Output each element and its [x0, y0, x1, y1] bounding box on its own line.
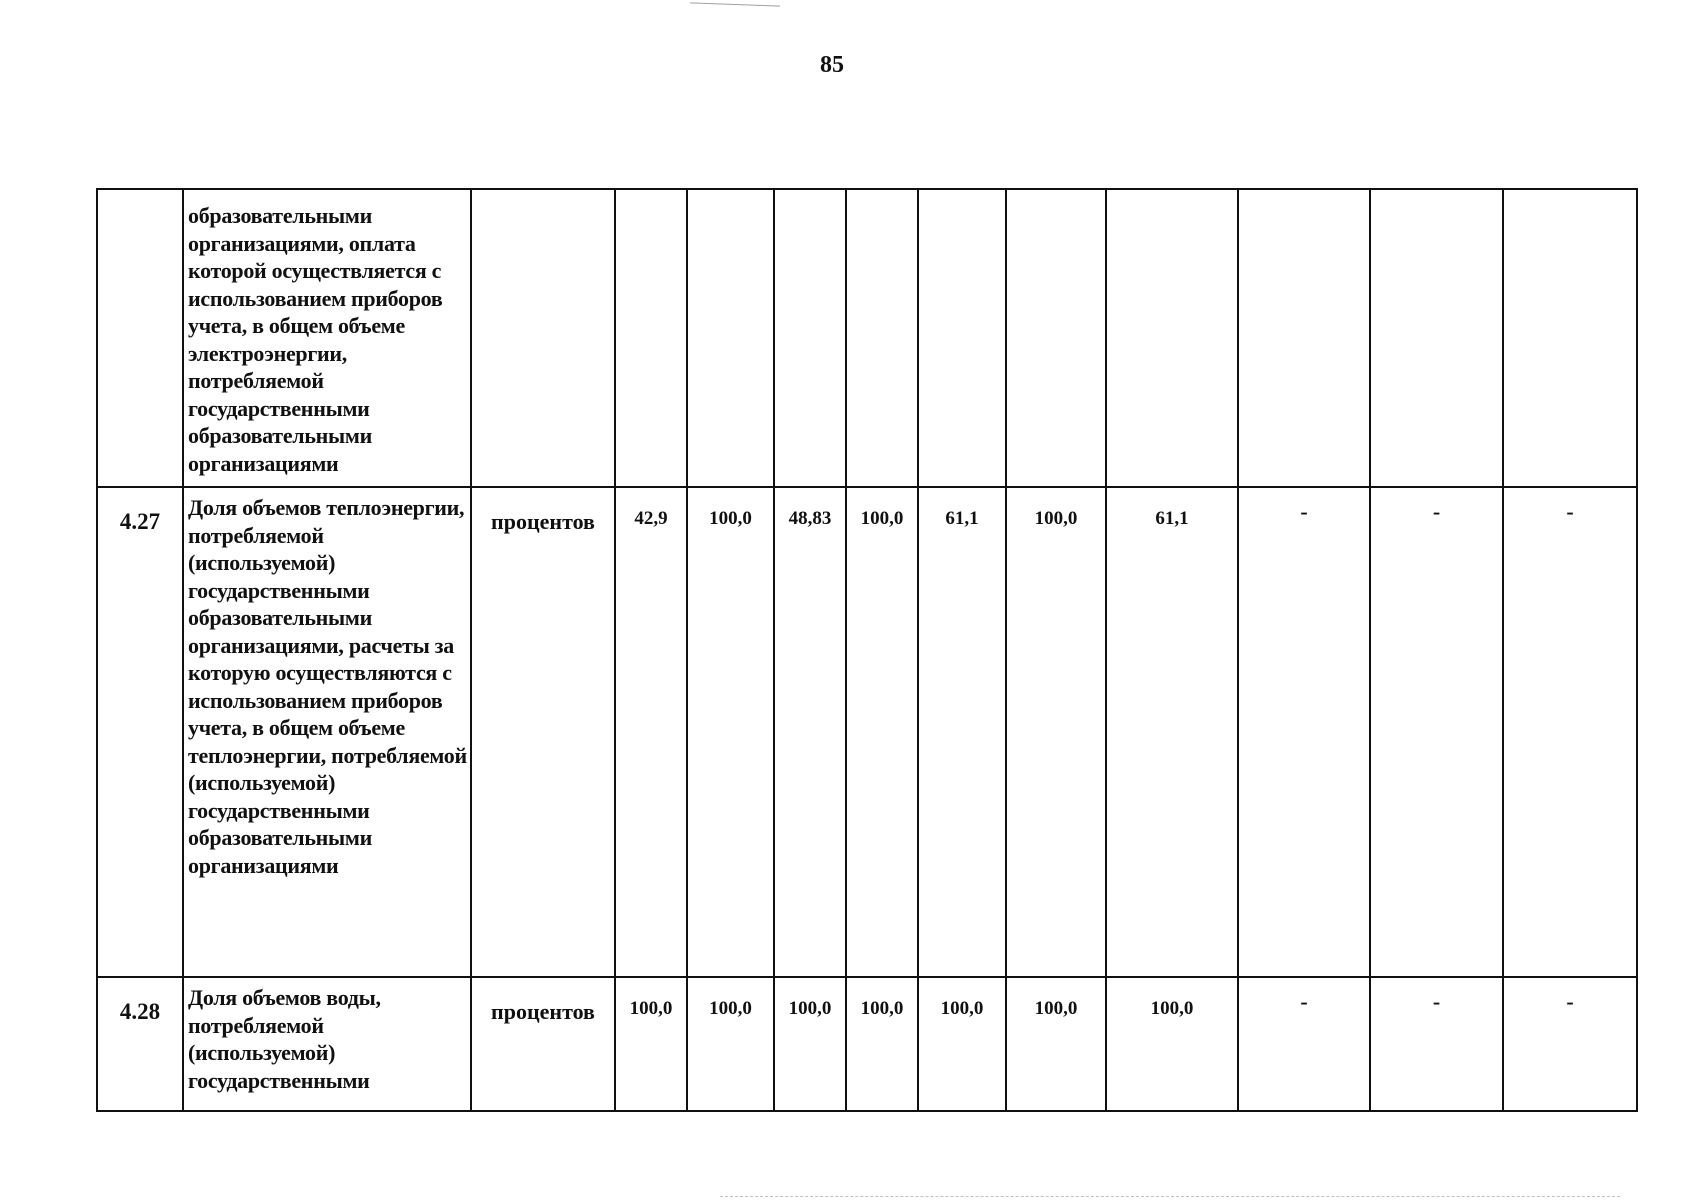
value-cell: 100,0 [774, 977, 846, 1111]
value-cell: 100,0 [687, 977, 774, 1111]
dash-cell: - [1503, 977, 1637, 1111]
value-cell [687, 189, 774, 487]
indicator-name: образовательными организациями, оплата которой осуществляется с использованием приборов учета, в общем объеме электроэнергии, потребляемой государственными образовательными организациями [183, 189, 471, 487]
value-cell [918, 189, 1006, 487]
value-cell: 100,0 [1006, 487, 1106, 977]
value-cell [846, 189, 918, 487]
value-cell: 100,0 [615, 977, 687, 1111]
page-number: 85 [820, 52, 844, 78]
row-number: 4.28 [97, 977, 183, 1111]
unit-cell: процентов [471, 487, 615, 977]
value-cell: 100,0 [1006, 977, 1106, 1111]
value-cell: 100,0 [1106, 977, 1238, 1111]
indicator-name: Доля объемов теплоэнергии, потребляемой (используемой) государственными образовательными организациями, расчеты за которую осуществляются с использованием приборов учета, в общем объеме теплоэнергии, потребляемой (используемой) государственными образовательными организациями [183, 487, 471, 977]
value-cell: 42,9 [615, 487, 687, 977]
row-number [97, 189, 183, 487]
value-cell: 48,83 [774, 487, 846, 977]
dash-cell: - [1370, 487, 1503, 977]
value-cell: 61,1 [1106, 487, 1238, 977]
indicator-name: Доля объемов воды, потребляемой (используемой) государственными [183, 977, 471, 1111]
indicators-table [96, 188, 1638, 1112]
value-cell: 100,0 [846, 977, 918, 1111]
value-cell: 100,0 [918, 977, 1006, 1111]
unit-cell [471, 189, 615, 487]
value-cell: 100,0 [687, 487, 774, 977]
table-row [97, 189, 1637, 487]
value-cell [1006, 189, 1106, 487]
table-row [97, 977, 1637, 1111]
unit-cell: процентов [471, 977, 615, 1111]
empty-cell [1503, 189, 1637, 487]
value-cell [1106, 189, 1238, 487]
value-cell: 100,0 [846, 487, 918, 977]
scan-artifact-top [690, 2, 780, 8]
empty-cell [1370, 189, 1503, 487]
value-cell [615, 189, 687, 487]
row-number: 4.27 [97, 487, 183, 977]
value-cell [774, 189, 846, 487]
dash-cell: - [1503, 487, 1637, 977]
table-row [97, 487, 1637, 977]
scan-artifact-bottom [720, 1196, 1620, 1197]
value-cell: 61,1 [918, 487, 1006, 977]
dash-cell: - [1370, 977, 1503, 1111]
dash-cell: - [1238, 487, 1370, 977]
empty-cell [1238, 189, 1370, 487]
dash-cell: - [1238, 977, 1370, 1111]
